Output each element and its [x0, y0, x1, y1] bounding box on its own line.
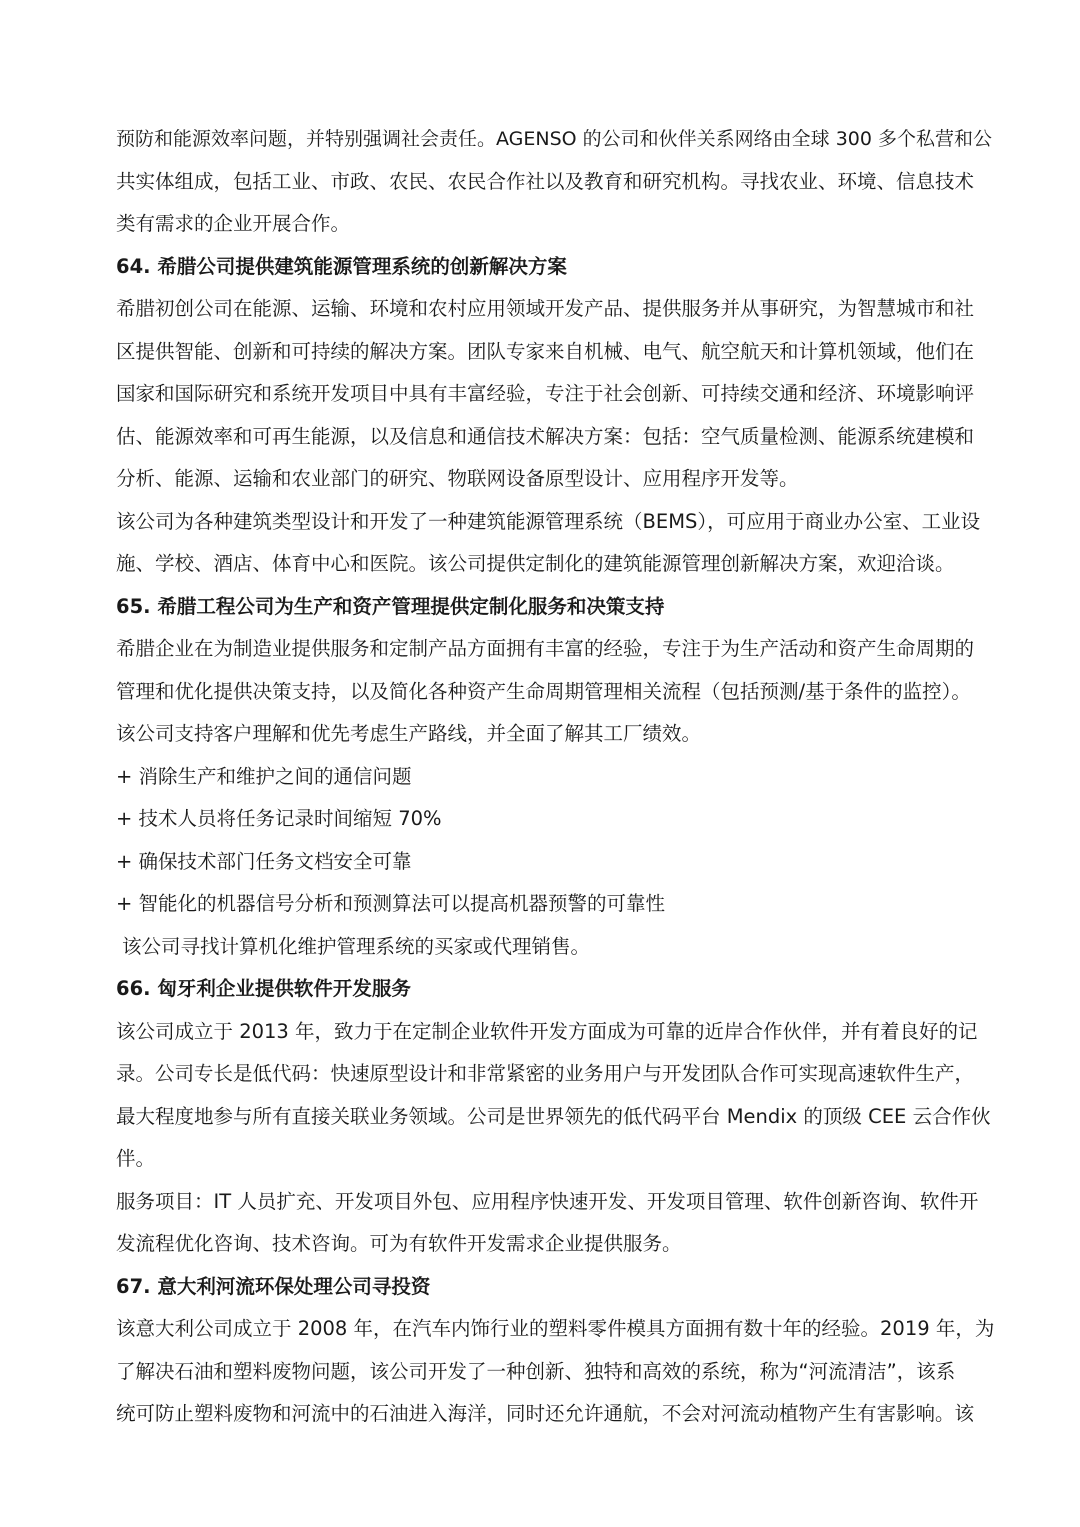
paragraph-line: 国家和国际研究和系统开发项目中具有丰富经验，专注于社会创新、可持续交通和经济、环境影响评 — [116, 382, 975, 405]
paragraph-line: 管理和优化提供决策支持，以及简化各种资产生命周期管理相关流程（包括预测/基于条件的监控）。 — [116, 679, 971, 703]
paragraph-line: 统可防止塑料废物和河流中的石油进入海洋，同时还允许通航，不会对河流动植物产生有害影响。该 — [116, 1402, 975, 1425]
paragraph-line: 该公司成立于 2013 年，致力于在定制企业软件开发方面成为可靠的近岸合作伙伴，并有着良好的记 — [116, 1019, 978, 1043]
paragraph-line: 最大程度地参与所有直接关联业务领域。公司是世界领先的低代码平台 Mendix 的顶级 CEE 云合作伙 — [116, 1104, 991, 1128]
paragraph-line: + 确保技术部门任务文档安全可靠 — [116, 849, 412, 873]
paragraph-line: + 技术人员将任务记录时间缩短 70% — [116, 807, 442, 830]
paragraph-line: 分析、能源、运输和农业部门的研究、物联网设备原型设计、应用程序开发等。 — [116, 467, 799, 490]
paragraph-line: 希腊初创公司在能源、运输、环境和农村应用领域开发产品、提供服务并从事研究，为智慧城市和社 — [116, 297, 975, 320]
paragraph-line: 发流程优化咨询、技术咨询。可为有软件开发需求企业提供服务。 — [116, 1232, 682, 1255]
paragraph-line: 类有需求的企业开展合作。 — [116, 212, 351, 235]
paragraph-line: + 消除生产和维护之间的通信问题 — [116, 764, 412, 788]
paragraph-line: 该公司为各种建筑类型设计和开发了一种建筑能源管理系统（BEMS），可应用于商业办公室、工业设 — [116, 509, 981, 533]
paragraph-line: 该公司寻找计算机化维护管理系统的买家或代理销售。 — [122, 934, 591, 958]
section-heading: 65. 希腊工程公司为生产和资产管理提供定制化服务和决策支持 — [116, 594, 665, 618]
paragraph-line: 服务项目：IT 人员扩充、开发项目外包、应用程序快速开发、开发项目管理、软件创新咨询、软件开 — [116, 1189, 979, 1213]
paragraph-line: + 智能化的机器信号分析和预测算法可以提高机器预警的可靠性 — [116, 892, 666, 915]
paragraph-line: 伴。 — [116, 1147, 156, 1170]
paragraph-line: 了解决石油和塑料废物问题，该公司开发了一种创新、独特和高效的系统，称为“河流清洁”，该系 — [116, 1359, 956, 1383]
paragraph-line: 该公司支持客户理解和优先考虑生产路线，并全面了解其工厂绩效。 — [116, 722, 702, 745]
document-body — [116, 118, 996, 1436]
section-heading: 64. 希腊公司提供建筑能源管理系统的创新解决方案 — [116, 254, 567, 278]
paragraph-line: 共实体组成，包括工业、市政、农民、农民合作社以及教育和研究机构。寻找农业、环境、信息技术 — [116, 169, 975, 193]
paragraph-line: 施、学校、酒店、体育中心和医院。该公司提供定制化的建筑能源管理创新解决方案，欢迎洽谈。 — [116, 552, 955, 575]
paragraph-line: 估、能源效率和可再生能源，以及信息和通信技术解决方案：包括：空气质量检测、能源系统建模和 — [116, 424, 975, 448]
paragraph-line: 区提供智能、创新和可持续的解决方案。团队专家来自机械、电气、航空航天和计算机领域，他们在 — [116, 339, 975, 363]
paragraph-line: 录。公司专长是低代码：快速原型设计和非常紧密的业务用户与开发团队合作可实现高速软件生产， — [116, 1062, 975, 1085]
paragraph-line: 该意大利公司成立于 2008 年，在汽车内饰行业的塑料零件模具方面拥有数十年的经验。2019 年，为 — [116, 1317, 995, 1340]
paragraph-line: 预防和能源效率问题，并特别强调社会责任。AGENSO 的公司和伙伴关系网络由全球 300 多个私营和公 — [116, 128, 993, 150]
section-heading: 66. 匈牙利企业提供软件开发服务 — [116, 977, 411, 1000]
paragraph-line: 希腊企业在为制造业提供服务和定制产品方面拥有丰富的经验，专注于为生产活动和资产生命周期的 — [116, 637, 975, 660]
section-heading: 67. 意大利河流环保处理公司寻投资 — [116, 1274, 431, 1298]
